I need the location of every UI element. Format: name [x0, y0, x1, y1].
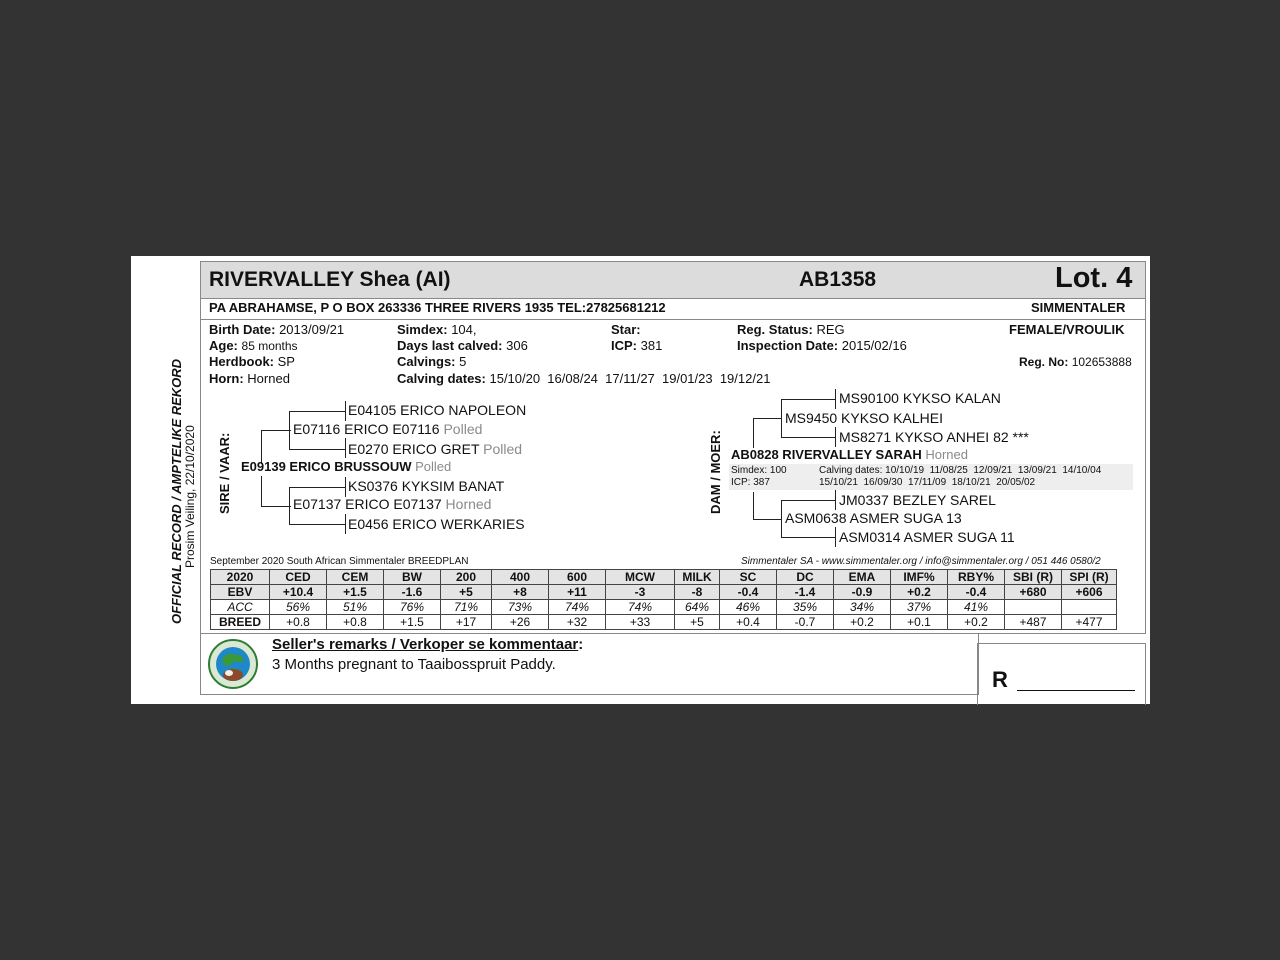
table-cell: 76%: [384, 600, 441, 615]
col-header: SPI (R): [1062, 570, 1117, 585]
age: Age: 85 months: [209, 338, 298, 353]
dam-line: [753, 492, 754, 520]
dam-calving-dates-1: Calving dates: 10/10/19 11/08/25 12/09/21 13/09/21 14/10/04: [819, 465, 1102, 476]
sire-line: [289, 524, 345, 525]
table-cell: -1.6: [384, 585, 441, 600]
icp: ICP: 381: [611, 338, 663, 353]
dam-simdex: Simdex: 100: [731, 465, 787, 476]
sire-line: [261, 506, 291, 507]
col-header: EMA: [834, 570, 891, 585]
table-cell: +477: [1062, 615, 1117, 630]
table-cell: 64%: [675, 600, 720, 615]
sire-label: SIRE / VAAR:: [217, 432, 232, 514]
sire-line: [261, 476, 262, 506]
sire-gp4: E0456 ERICO WERKARIES: [348, 516, 525, 532]
table-cell: +0.2: [834, 615, 891, 630]
calvings: Calvings: 5: [397, 354, 467, 369]
table-cell: [1005, 600, 1062, 615]
table-cell: +1.5: [384, 615, 441, 630]
table-cell: 73%: [492, 600, 549, 615]
table-cell: +17: [441, 615, 492, 630]
table-cell: +0.4: [720, 615, 777, 630]
table-cell: +606: [1062, 585, 1117, 600]
table-cell: [1062, 600, 1117, 615]
dam-line: [835, 490, 836, 510]
dam-line: [781, 399, 782, 437]
table-cell: +487: [1005, 615, 1062, 630]
dam-gp1: MS90100 KYKSO KALAN: [839, 390, 1001, 406]
table-cell: +0.8: [270, 615, 327, 630]
col-header: 2020: [211, 570, 270, 585]
col-header: CEM: [327, 570, 384, 585]
table-cell: +11: [549, 585, 606, 600]
table-row: [211, 585, 1117, 600]
col-header: RBY%: [948, 570, 1005, 585]
table-cell: -1.4: [777, 585, 834, 600]
table-cell: 35%: [777, 600, 834, 615]
table-cell: +0.1: [891, 615, 948, 630]
sire-line: [289, 411, 290, 449]
table-cell: -0.4: [720, 585, 777, 600]
dam-name: AB0828 RIVERVALLEY SARAH Horned: [731, 447, 968, 462]
table-cell: -3: [606, 585, 675, 600]
dam-calving-dates-2: 15/10/21 16/09/30 17/11/09 18/10/21 20/05/02: [819, 477, 1036, 488]
sire-top-parent: E07116 ERICO E07116 Polled: [293, 421, 483, 437]
col-header: MCW: [606, 570, 675, 585]
official-record-label: OFFICIAL RECORD / AMPTELIKE REKORD: [169, 358, 184, 624]
table-row: [211, 600, 1117, 615]
table-cell: 56%: [270, 600, 327, 615]
sire-line: [289, 411, 345, 412]
dam-line: [835, 427, 836, 447]
col-header: 400: [492, 570, 549, 585]
table-cell: +0.2: [948, 615, 1005, 630]
table-cell: 74%: [606, 600, 675, 615]
dam-gp3: JM0337 BEZLEY SAREL: [839, 492, 996, 508]
sire-line: [345, 514, 346, 534]
dam-line: [753, 519, 781, 520]
table-cell: +0.8: [327, 615, 384, 630]
birth-date: Birth Date: 2013/09/21: [209, 322, 345, 337]
table-cell: -0.4: [948, 585, 1005, 600]
animal-name: RIVERVALLEY Shea (AI): [209, 268, 451, 291]
col-header: SC: [720, 570, 777, 585]
col-header: BW: [384, 570, 441, 585]
dam-line: [781, 537, 835, 538]
table-cell: 71%: [441, 600, 492, 615]
col-header: SBI (R): [1005, 570, 1062, 585]
row-label: EBV: [211, 585, 270, 600]
table-cell: -0.7: [777, 615, 834, 630]
days-last-calved: Days last calved: 306: [397, 338, 528, 353]
sire-gp1: E04105 ERICO NAPOLEON: [348, 402, 527, 418]
dam-gp4: ASM0314 ASMER SUGA 11: [839, 529, 1015, 545]
table-cell: +1.5: [327, 585, 384, 600]
table-cell: +5: [441, 585, 492, 600]
table-cell: 37%: [891, 600, 948, 615]
sire-line: [261, 430, 291, 431]
col-header: 600: [549, 570, 606, 585]
table-cell: +32: [549, 615, 606, 630]
table-cell: 41%: [948, 600, 1005, 615]
dam-line: [835, 389, 836, 409]
sire-line: [289, 487, 345, 488]
star: Star:: [611, 322, 641, 337]
dam-gp2: MS8271 KYKSO ANHEI 82 ***: [839, 429, 1029, 445]
horn: Horn: Horned: [209, 371, 290, 386]
table-row: [211, 615, 1117, 630]
table-cell: +680: [1005, 585, 1062, 600]
price-label: R: [992, 667, 1008, 692]
table-cell: +8: [492, 585, 549, 600]
table-cell: -0.9: [834, 585, 891, 600]
table-cell: 46%: [720, 600, 777, 615]
dam-icp: ICP: 387: [731, 477, 770, 488]
sire-line: [289, 487, 290, 525]
breedplan-source: Simmentaler SA - www.simmentaler.org / info@simmentaler.org / 051 446 0580/2: [741, 556, 1101, 567]
col-header: IMF%: [891, 570, 948, 585]
sire-line: [289, 449, 345, 450]
breedplan-title: September 2020 South African Simmentaler BREEDPLAN: [210, 556, 469, 567]
sire-name: E09139 ERICO BRUSSOUW Polled: [241, 459, 452, 474]
calving-dates: Calving dates: 15/10/20 16/08/24 17/11/27 19/01/23 19/12/21: [397, 371, 771, 386]
table-header-row: [211, 570, 1117, 585]
herdbook: Herdbook: SP: [209, 354, 295, 369]
dam-line: [835, 527, 836, 547]
inspection-date: Inspection Date: 2015/02/16: [737, 338, 907, 353]
sex: FEMALE/VROULIK: [1009, 322, 1125, 337]
table-cell: 74%: [549, 600, 606, 615]
remarks-text: 3 Months pregnant to Taaibosspruit Paddy.: [272, 656, 556, 673]
col-header: CED: [270, 570, 327, 585]
breed-name: SIMMENTALER: [1031, 300, 1126, 315]
dam-line: [781, 399, 835, 400]
dam-line: [753, 418, 781, 419]
table-cell: +0.2: [891, 585, 948, 600]
simdex: Simdex: 104,: [397, 322, 477, 337]
lot-card: [131, 256, 1150, 704]
price-field[interactable]: [1017, 690, 1135, 691]
sale-label: Prosim Veiling, 22/10/2020: [183, 425, 197, 568]
col-header: 200: [441, 570, 492, 585]
sire-line: [345, 477, 346, 497]
table-cell: +33: [606, 615, 675, 630]
row-label: BREED: [211, 615, 270, 630]
dam-top-parent: MS9450 KYKSO KALHEI: [785, 410, 943, 426]
dam-line: [781, 437, 835, 438]
breedplan-table: [210, 569, 1117, 630]
dam-line: [781, 500, 782, 538]
col-header: DC: [777, 570, 834, 585]
dam-line: [781, 500, 835, 501]
lot-number: Lot. 4: [1055, 262, 1133, 294]
sire-line: [345, 438, 346, 458]
table-cell: +10.4: [270, 585, 327, 600]
sire-gp2: E0270 ERICO GRET Polled: [348, 441, 523, 457]
table-cell: +26: [492, 615, 549, 630]
dam-line: [753, 418, 754, 448]
sire-bottom-parent: E07137 ERICO E07137 Horned: [293, 496, 492, 512]
owner-details: PA ABRAHAMSE, P O BOX 263336 THREE RIVERS 1935 TEL:27825681212: [209, 300, 666, 315]
simmentaler-globe-logo: [208, 639, 258, 689]
table-cell: 34%: [834, 600, 891, 615]
dam-label: DAM / MOER:: [708, 430, 723, 514]
table-cell: -8: [675, 585, 720, 600]
table-cell: 51%: [327, 600, 384, 615]
sire-gp3: KS0376 KYKSIM BANAT: [348, 478, 505, 494]
dam-bottom-parent: ASM0638 ASMER SUGA 13: [785, 510, 962, 526]
col-header: MILK: [675, 570, 720, 585]
table-cell: +5: [675, 615, 720, 630]
row-label: ACC: [211, 600, 270, 615]
reg-no: Reg. No: 102653888: [1019, 355, 1132, 369]
animal-id: AB1358: [799, 268, 877, 291]
reg-status: Reg. Status: REG: [737, 322, 845, 337]
remarks-title: Seller's remarks / Verkoper se kommentaar:: [272, 636, 584, 653]
sire-line: [345, 401, 346, 421]
